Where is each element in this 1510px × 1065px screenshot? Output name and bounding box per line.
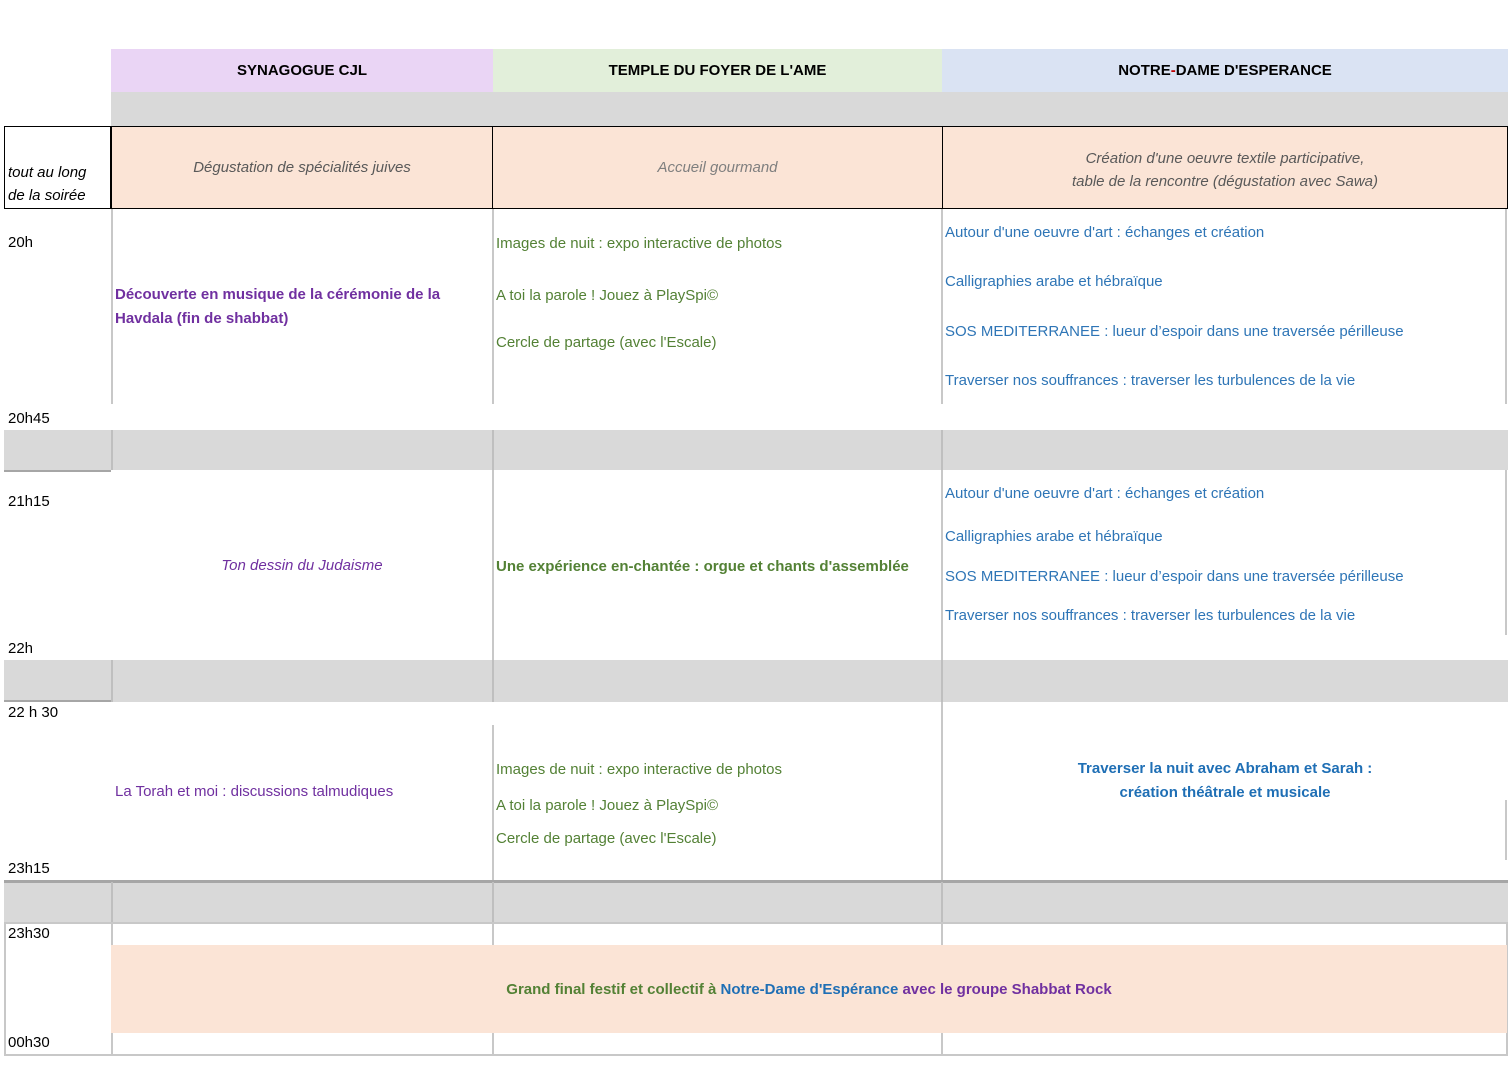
slot3-notre-dame-line1: Traverser la nuit avec Abraham et Sarah : (1077, 760, 1373, 777)
separator-band-top (111, 92, 1508, 126)
time-22h30: 22 h 30 (8, 704, 59, 721)
all-evening-notre-dame-line1: Création d'une oeuvre textile participative, (1085, 150, 1365, 167)
all-evening-notre-dame (942, 126, 1508, 209)
slot2-synagogue-activity: Ton dessin du Judaisme (221, 557, 383, 574)
slot1-synagogue-line1: Découverte en musique de la cérémonie de la (115, 286, 441, 303)
slot3-synagogue-activity: La Torah et moi : discussions talmudiques (115, 783, 394, 800)
time-20h45: 20h45 (8, 410, 50, 427)
slot1-synagogue-line2: Havdala (fin de shabbat) (115, 310, 289, 327)
time-22h: 22h (8, 640, 34, 657)
slot1-temple-item-3: Cercle de partage (avec l'Escale) (496, 334, 717, 351)
slot3-temple-item-2: A toi la parole ! Jouez à PlaySpi© (496, 797, 719, 814)
slot1-notre-dame-item-4: Traverser nos souffrances : traverser les turbulences de la vie (945, 372, 1356, 389)
slot2-notre-dame-item-4: Traverser nos souffrances : traverser les turbulences de la vie (945, 607, 1356, 624)
header-synagogue (111, 49, 493, 92)
time-21h15: 21h15 (8, 493, 50, 510)
time-00h30: 00h30 (8, 1034, 50, 1051)
all-evening-label-line1: tout au long (8, 164, 87, 181)
header-synagogue-label: SYNAGOGUE CJL (236, 62, 368, 79)
break-band-1 (4, 430, 1508, 470)
slot1-notre-dame-item-2: Calligraphies arabe et hébraïque (945, 273, 1163, 290)
slot2-notre-dame-item-2: Calligraphies arabe et hébraïque (945, 528, 1163, 545)
slot2-notre-dame-item-1: Autour d'une oeuvre d'art : échanges et création (945, 485, 1265, 502)
header-temple-label: TEMPLE DU FOYER DE L'AME (608, 62, 827, 79)
time-20h: 20h (8, 234, 34, 251)
header-notre-dame (942, 49, 1508, 92)
slot2-temple-activity: Une expérience en-chantée : orgue et chants d'assemblée (496, 558, 909, 575)
time-23h30: 23h30 (8, 925, 50, 942)
slot3-temple-item-3: Cercle de partage (avec l'Escale) (496, 830, 717, 847)
all-evening-synagogue-text: Dégustation de spécialités juives (193, 159, 411, 176)
break-band-2 (4, 660, 1508, 702)
all-evening-label-line2: de la soirée (8, 187, 86, 204)
break-band-3 (4, 882, 1508, 922)
all-evening-notre-dame-line2: table de la rencontre (dégustation avec Sawa) (1071, 173, 1379, 190)
all-evening-temple-text: Accueil gourmand (657, 159, 778, 176)
time-23h15: 23h15 (8, 860, 50, 877)
slot3-notre-dame-line2: création théâtrale et musicale (1119, 784, 1331, 801)
slot3-notre-dame-activity (942, 757, 1508, 805)
slot1-notre-dame-item-3: SOS MEDITERRANEE : lueur d’espoir dans une traversée périlleuse (945, 323, 1404, 340)
header-notre-dame-label: NOTRE-DAME D'ESPERANCE (1118, 62, 1332, 79)
all-evening-label-cell (4, 126, 111, 209)
header-temple (493, 49, 942, 92)
finale-text: Grand final festif et collectif à Notre-Dame d'Espérance avec le groupe Shabbat Rock (506, 980, 1112, 998)
slot1-temple-item-2: A toi la parole ! Jouez à PlaySpi© (496, 287, 719, 304)
finale-banner (111, 945, 1507, 1033)
slot1-temple-item-1: Images de nuit : expo interactive de photos (496, 235, 783, 252)
slot2-notre-dame-item-3: SOS MEDITERRANEE : lueur d’espoir dans une traversée périlleuse (945, 568, 1404, 585)
all-evening-temple (493, 126, 942, 209)
slot3-temple-item-1: Images de nuit : expo interactive de photos (496, 761, 783, 778)
all-evening-synagogue (111, 126, 493, 209)
slot1-notre-dame-item-1: Autour d'une oeuvre d'art : échanges et création (945, 224, 1265, 241)
slot1-synagogue-activity (115, 283, 440, 331)
